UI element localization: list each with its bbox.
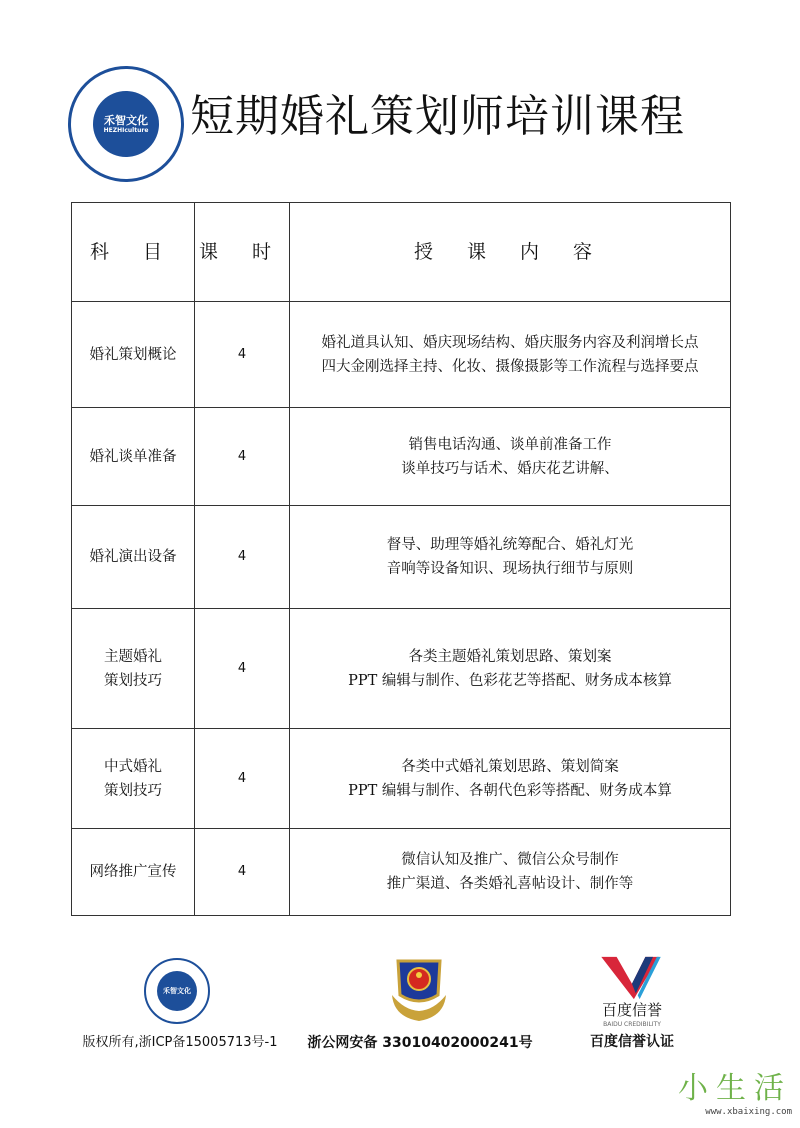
hours-cell-line: 4	[237, 549, 247, 564]
subject-cell-line: 婚礼谈单准备	[89, 448, 177, 465]
content-cell-line: 微信认知及推广、微信公众号制作	[401, 852, 619, 868]
subject-cell-line: 策划技巧	[104, 782, 162, 799]
content-cell-line: 婚礼道具认知、婚庆现场结构、婚庆服务内容及利润增长点	[321, 334, 699, 351]
hours-cell	[195, 408, 290, 506]
header-subject: 科 目	[72, 203, 195, 302]
content-cell-line: PPT 编辑与制作、色彩花艺等搭配、财务成本核算	[348, 672, 672, 689]
header-hours: 课 时	[195, 203, 290, 302]
hours-cell-line: 4	[237, 346, 247, 362]
watermark-url: www.xbaixing.com	[705, 1107, 792, 1117]
hours-cell	[195, 609, 290, 729]
table-header-row	[72, 203, 731, 302]
subject-cell	[72, 729, 195, 829]
subject-cell-line: 策划技巧	[104, 672, 162, 689]
table-row	[72, 408, 731, 506]
company-logo	[68, 66, 184, 182]
subject-cell-line: 中式婚礼	[104, 758, 162, 775]
footer-company-logo	[144, 958, 210, 1024]
content-cell	[290, 302, 731, 408]
hours-cell	[195, 729, 290, 829]
baidu-subtext: BAIDU CREDIBILITY	[603, 1021, 661, 1028]
content-cell-line: 销售电话沟通、谈单前准备工作	[408, 436, 612, 453]
footer-logo-text: 禾智文化	[163, 986, 191, 995]
course-table	[71, 202, 731, 916]
watermark-text: 小生活	[678, 1071, 792, 1106]
content-cell	[290, 609, 731, 729]
subject-cell	[72, 829, 195, 916]
watermark	[678, 1072, 792, 1118]
baidu-label: 百度信誉认证	[590, 1034, 674, 1050]
subject-cell	[72, 506, 195, 609]
content-cell	[290, 506, 731, 609]
table-row	[72, 729, 731, 829]
hours-cell	[195, 829, 290, 916]
content-cell	[290, 408, 731, 506]
content-cell-line: 四大金刚选择主持、化妆、摄像摄影等工作流程与选择要点	[321, 358, 699, 375]
police-registration: 浙公网安备 33010402000241号	[307, 1035, 533, 1051]
hours-cell	[195, 506, 290, 609]
content-cell-line: 推广渠道、各类婚礼喜帖设计、制作等	[386, 876, 634, 892]
header-content: 授 课 内 容	[290, 203, 731, 302]
subject-cell-line: 婚礼演出设备	[89, 549, 177, 565]
table-row	[72, 302, 731, 408]
content-cell-line: 谈单技巧与话术、婚庆花艺讲解、	[401, 460, 619, 477]
baidu-credibility-icon	[598, 955, 664, 1001]
hours-cell-line: 4	[237, 864, 247, 879]
content-cell-line: 音响等设备知识、现场执行细节与原则	[386, 561, 634, 577]
subject-cell	[72, 302, 195, 408]
page-title: 短期婚礼策划师培训课程	[190, 91, 685, 142]
content-cell	[290, 829, 731, 916]
content-cell-line: 各类主题婚礼策划思路、策划案	[408, 648, 612, 665]
content-cell-line: PPT 编辑与制作、各朝代色彩等搭配、财务成本算	[348, 782, 672, 799]
content-cell-line: 各类中式婚礼策划思路、策划简案	[401, 758, 619, 775]
subject-cell-line: 婚礼策划概论	[89, 346, 177, 363]
logo-text: 禾智文化	[104, 113, 148, 127]
subject-cell	[72, 609, 195, 729]
logo-subtext: HEZHIculture	[103, 127, 149, 134]
table-row	[72, 829, 731, 916]
police-emblem-icon	[384, 955, 454, 1025]
subject-cell-line: 网络推广宣传	[89, 864, 177, 880]
content-cell	[290, 729, 731, 829]
subject-cell-line: 主题婚礼	[104, 648, 162, 665]
table-row	[72, 506, 731, 609]
hours-cell	[195, 302, 290, 408]
table-row	[72, 609, 731, 729]
hours-cell-line: 4	[237, 448, 247, 464]
hours-cell-line: 4	[237, 660, 247, 676]
hours-cell-line: 4	[237, 770, 247, 786]
subject-cell	[72, 408, 195, 506]
baidu-logo-text: 百度信誉	[601, 1001, 662, 1019]
content-cell-line: 督导、助理等婚礼统筹配合、婚礼灯光	[386, 537, 634, 553]
copyright-text: 版权所有,浙ICP备15005713号-1	[82, 1035, 278, 1050]
